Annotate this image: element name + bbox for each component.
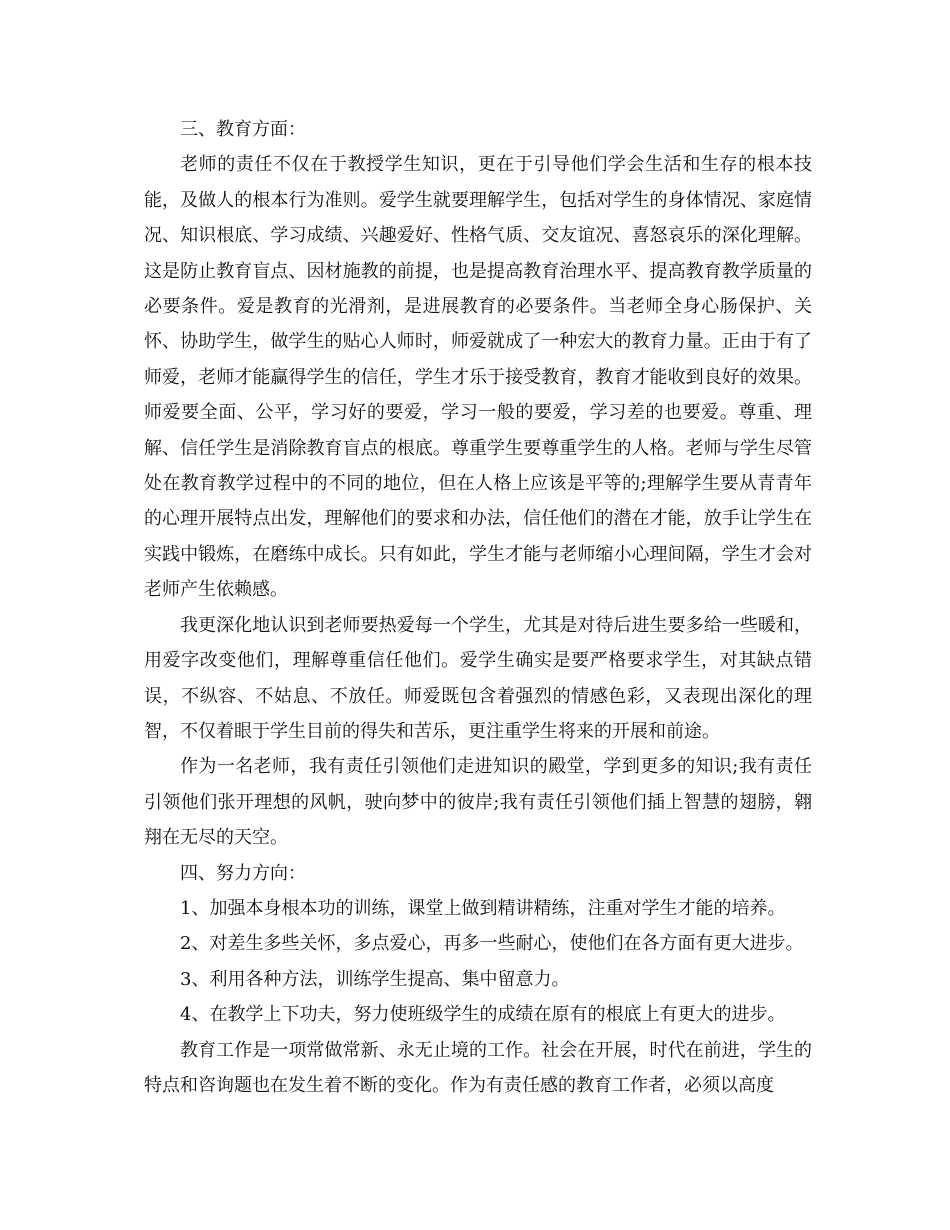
list-item-1: 1、加强本身根本功的训练，课堂上做到精讲精练，注重对学生才能的培养。 bbox=[180, 897, 786, 919]
list-item-3: 3、利用各种方法，训练学生提高、集中留意力。 bbox=[180, 968, 570, 990]
section-heading-direction: 四、努力方向： bbox=[180, 862, 306, 884]
document-body bbox=[144, 112, 812, 1103]
list-item-2: 2、对差生多些关怀，多点爱心，再多一些耐心，使他们在各方面有更大进步。 bbox=[180, 933, 804, 955]
paragraph-as-a-teacher: 作为一名老师，我有责任引领他们走进知识的殿堂，学到更多的知识;我有责任引领他们张开理想的风帆，驶向梦中的彼岸;我有责任引领他们插上智慧的翅膀，翱翔在无尽的天空。 bbox=[144, 756, 812, 849]
section-heading-education: 三、教育方面： bbox=[180, 119, 306, 140]
paragraph-teacher-responsibility: 老师的责任不仅在于教授学生知识，更在于引导他们学会生活和生存的根本技能，及做人的根本行为准则。爱学生就要理解学生，包括对学生的身体情况、家庭情况、知识根底、学习成绩、兴趣爱好、性格气质、交友谊况、喜怒哀乐的深化理解。这是防止教育盲点、因材施教的前提，也是提高教育治理水平、提高教育教学质量的必要条件。爱是教育的光滑剂，是进展教育的必要条件。当老师全身心肠保护、关怀、协助学生，做学生的贴心人师时，师爱就成了一种宏大的教育力量。正由于有了师爱，老师才能赢得学生的信任，学生才乐于接受教育，教育才能收到良好的效果。师爱要全面、公平，学习好的要爱，学习一般的要爱，学习差的也要爱。尊重、理解、信任学生是消除教育盲点的根底。尊重学生要尊重学生的人格。老师与学生尽管处在教育教学过程中的不同的地位，但在人格上应该是平等的;理解学生要从青青年的心理开展特点出发，理解他们的要求和办法，信任他们的潜在才能，放手让学生在实践中锻炼，在磨练中成长。只有如此，学生才能与老师缩小心理间隔，学生才会对老师产生依赖感。 bbox=[144, 154, 812, 601]
list-item-4: 4、在教学上下功夫，努力使班级学生的成绩在原有的根底上有更大的进步。 bbox=[180, 1004, 786, 1026]
paragraph-closing: 教育工作是一项常做常新、永无止境的工作。社会在开展，时代在前进，学生的特点和咨询题也在发生着不断的变化。作为有责任感的教育工作者，必须以高度 bbox=[144, 1039, 812, 1096]
paragraph-love-every-student: 我更深化地认识到老师要热爱每一个学生，尤其是对待后进生要多给一些暖和，用爱字改变他们，理解尊重信任他们。爱学生确实是要严格要求学生，对其缺点错误，不纵容、不姑息、不放任。师爱既包含着强烈的情感色彩，又表现出深化的理智，不仅着眼于学生目前的得失和苦乐，更注重学生将来的开展和前途。 bbox=[144, 614, 812, 742]
